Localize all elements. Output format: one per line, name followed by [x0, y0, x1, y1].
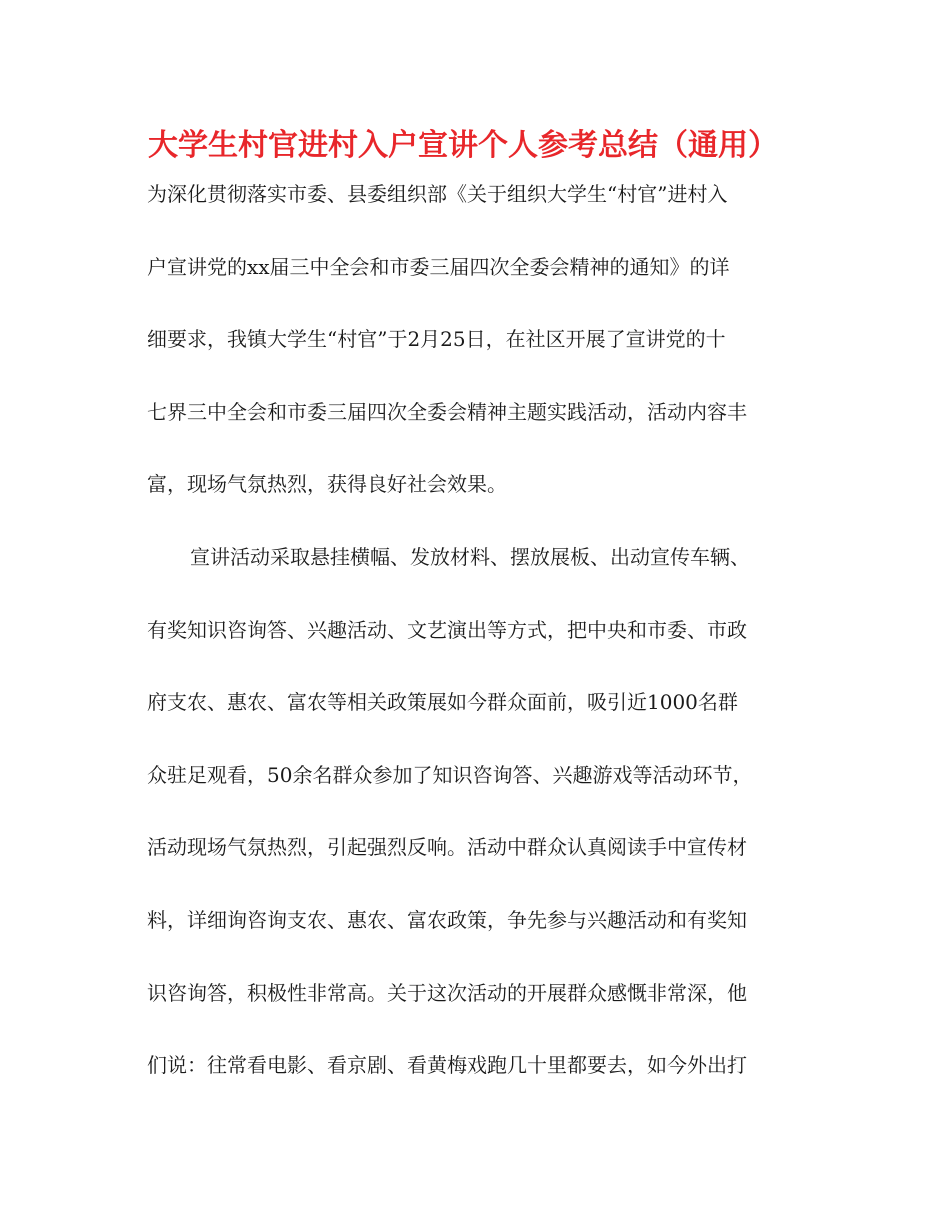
document-title: 大学生村官进村入户宣讲个人参考总结（通用）	[148, 128, 778, 163]
text-line: 料，详细询咨询支农、惠农、富农政策，争先参与兴趣活动和有奖知	[147, 907, 747, 932]
text-line: 众驻足观看，50余名群众参加了知识咨询答、兴趣游戏等活动环节，	[147, 762, 753, 787]
text-line: 细要求，我镇大学生“村官”于2月25日，在社区开展了宣讲党的十	[147, 327, 726, 352]
text-line: 有奖知识咨询答、兴趣活动、文艺演出等方式，把中央和市委、市政	[147, 617, 747, 642]
text-line: 活动现场气氛热烈，引起强烈反响。活动中群众认真阅读手中宣传材	[147, 835, 747, 860]
document-body	[147, 176, 807, 1120]
text-line: 府支农、惠农、富农等相关政策展如今群众面前，吸引近1000名群	[147, 690, 738, 715]
text-line: 户宣讲党的xx届三中全会和市委三届四次全委会精神的通知》的详	[147, 254, 730, 279]
text-line: 们说：往常看电影、看京剧、看黄梅戏跑几十里都要去，如今外出打	[147, 1053, 747, 1078]
text-line: 富，现场气氛热烈，获得良好社会效果。	[147, 472, 507, 497]
text-line: 识咨询答，积极性非常高。关于这次活动的开展群众感慨非常深，他	[147, 980, 747, 1005]
text-line-paragraph-start: 宣讲活动采取悬挂横幅、发放材料、摆放展板、出动宣传车辆、	[190, 544, 750, 569]
text-line: 七界三中全会和市委三届四次全委会精神主题实践活动，活动内容丰	[147, 399, 747, 424]
text-line: 为深化贯彻落实市委、县委组织部《关于组织大学生“村官”进村入	[147, 182, 728, 206]
